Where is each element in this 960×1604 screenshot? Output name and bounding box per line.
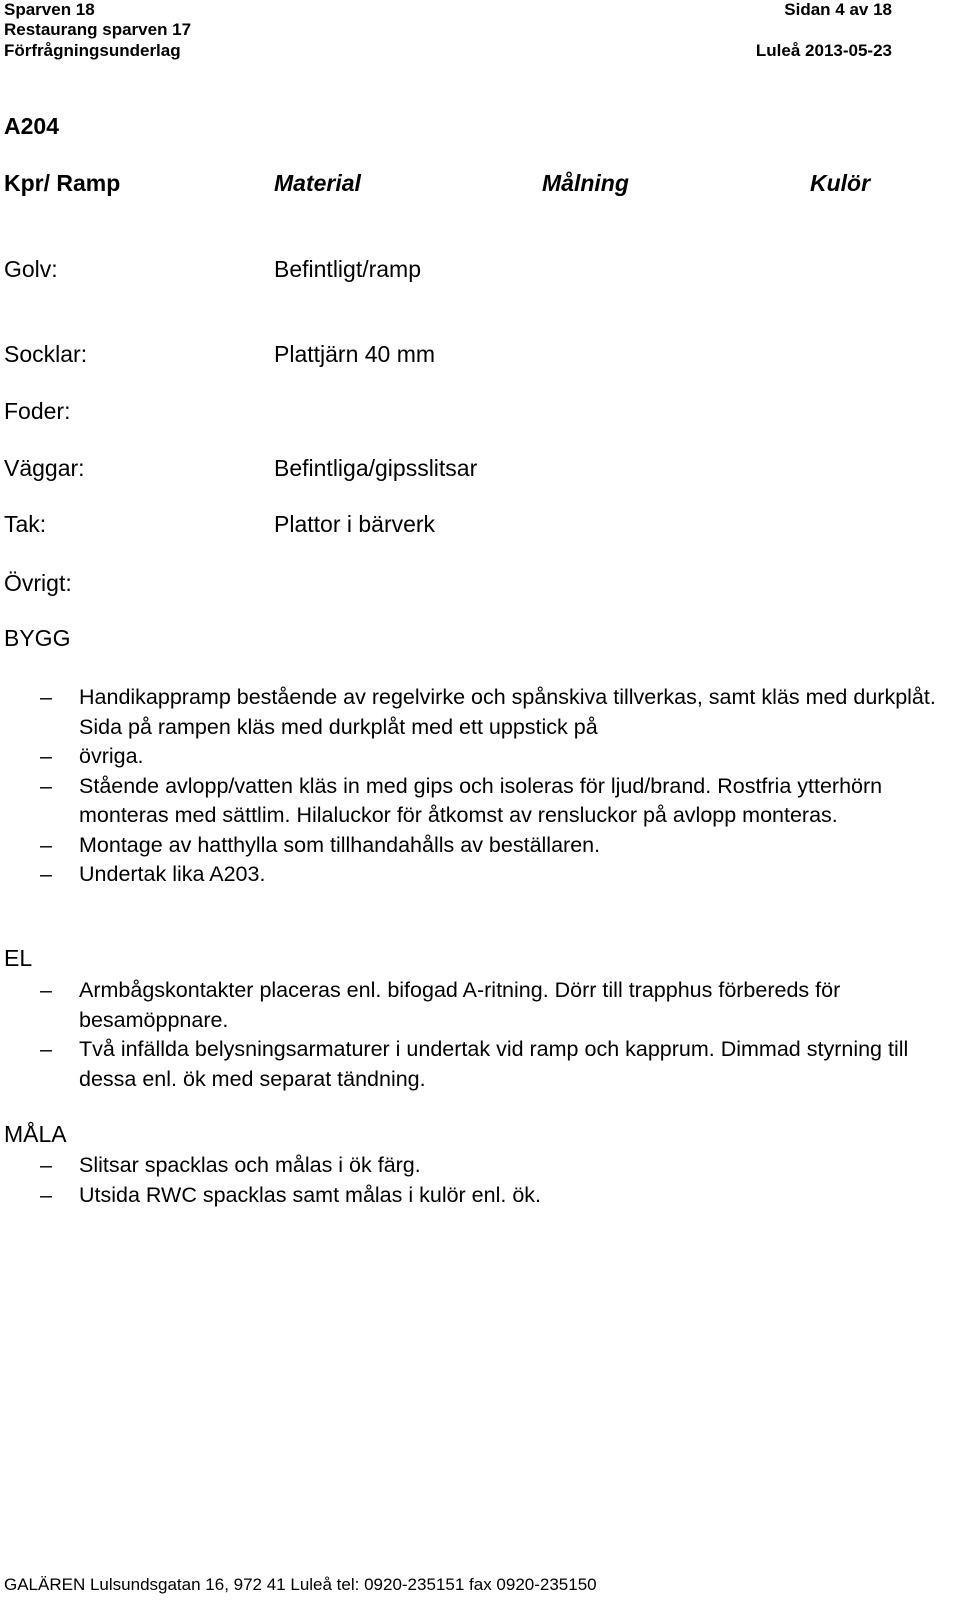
list-item-text: Slitsar spacklas och målas i ök färg. [79,1153,421,1177]
header-restaurant: Restaurang sparven 17 [4,20,192,39]
room-name: Kpr/ Ramp [4,170,121,196]
vaggar-value: Befintliga/gipsslitsar [274,455,478,481]
vaggar-label: Väggar: [4,455,85,481]
list-item [0,976,949,1035]
foder-label: Foder: [4,398,71,424]
footer-contact: GALÄREN Lulsundsgatan 16, 972 41 Luleå tel: 0920-235151 fax 0920-235150 [4,1575,597,1594]
header-page-number: Sidan 4 av 18 [784,0,892,19]
dash-bullet-icon: – [40,978,52,1002]
header-date: Luleå 2013-05-23 [755,41,892,60]
list-item [0,742,949,772]
section-title-el: EL [4,945,33,971]
list-item-text: Undertak lika A203. [79,862,266,886]
el-list [0,976,949,1094]
dash-bullet-icon: – [40,744,52,768]
column-material: Material [274,170,361,196]
golv-label: Golv: [4,256,58,282]
mala-list [0,1151,949,1210]
section-title-bygg: BYGG [4,625,71,651]
room-id: A204 [4,113,59,139]
list-item-text: Handikappramp bestående av regelvirke och spånskiva tillverkas, samt kläs med durkplåt. Sida på rampen kläs med durkplåt med ett uppstick på [79,685,936,739]
header-doc-type: Förfrågningsunderlag [4,41,181,60]
list-item [0,1035,949,1094]
column-kulor: Kulör [810,170,871,196]
tak-label: Tak: [4,511,47,537]
socklar-label: Socklar: [4,341,88,367]
dash-bullet-icon: – [40,773,52,798]
tak-value: Plattor i bärverk [274,511,436,537]
list-item-text: Armbågskontakter placeras enl. bifogad A-ritning. Dörr till trapphus förbereds för besamöppnare. [79,978,841,1032]
column-malning: Målning [542,170,629,196]
list-item [0,831,949,861]
dash-bullet-icon: – [40,862,52,886]
header-project: Sparven 18 [4,0,95,19]
dash-bullet-icon: – [40,832,52,857]
dash-bullet-icon: – [40,1182,52,1207]
list-item [0,1151,949,1181]
ovrigt-label: Övrigt: [4,570,72,596]
list-item-text: Utsida RWC spacklas samt målas i kulör enl. ök. [79,1182,541,1207]
list-item [0,1181,949,1211]
list-item-text: Stående avlopp/vatten kläs in med gips och isoleras för ljud/brand. Rostfria ytterhörn monteras med sättlim. Hilaluckor för åtkomst av rensluckor på avlopp monteras. [79,773,883,827]
list-item [0,860,949,890]
list-item-text: Montage av hatthylla som tillhandahålls av beställaren. [79,832,601,857]
dash-bullet-icon: – [40,1037,52,1061]
list-item [0,772,949,831]
list-item-text: övriga. [79,744,144,768]
dash-bullet-icon: – [40,1153,52,1177]
list-item [0,683,949,742]
golv-value: Befintligt/ramp [274,256,422,282]
socklar-value: Plattjärn 40 mm [274,341,436,367]
dash-bullet-icon: – [40,685,52,709]
section-title-mala: MÅLA [4,1121,67,1147]
list-item-text: Två infällda belysningsarmaturer i undertak vid ramp och kapprum. Dimmad styrning till dessa enl. ök med separat tändning. [79,1037,909,1091]
bygg-list [0,683,949,890]
